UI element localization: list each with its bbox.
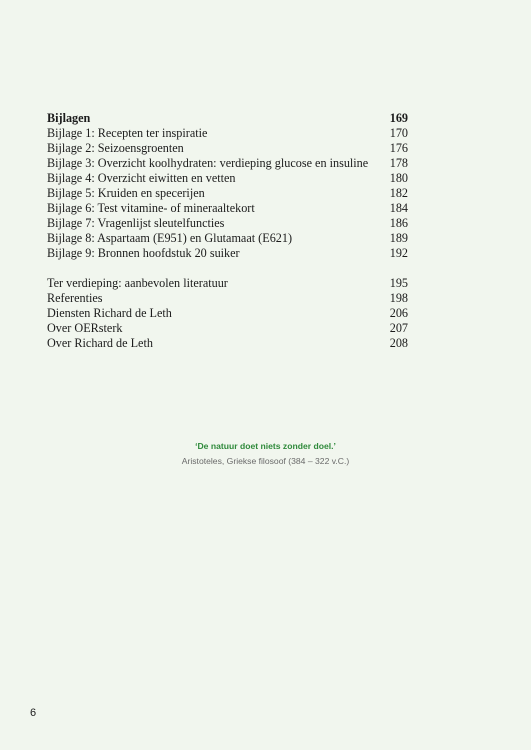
- toc-heading-row: [47, 111, 408, 126]
- toc-entry-page: 195: [389, 276, 408, 290]
- toc-entry: [47, 216, 408, 231]
- toc-entry-label: Bijlage 2: Seizoensgroenten: [47, 141, 184, 155]
- toc-entry: [47, 201, 408, 216]
- toc-entry-page: 186: [389, 216, 408, 230]
- toc-entry: [47, 336, 408, 351]
- toc-entry-label: Bijlage 8: Aspartaam (E951) en Glutamaat (E621): [47, 231, 293, 245]
- page-number: 6: [30, 707, 37, 719]
- toc-entry-label: Bijlage 1: Recepten ter inspiratie: [47, 126, 208, 140]
- toc-entry-page: 170: [389, 126, 408, 140]
- toc-entry-page: 178: [389, 156, 408, 170]
- toc-heading-label: Bijlagen: [47, 111, 91, 125]
- toc-entry-page: 207: [389, 321, 408, 335]
- toc-entry-label: Bijlage 4: Overzicht eiwitten en vetten: [47, 171, 236, 185]
- toc-entry-label: Diensten Richard de Leth: [47, 306, 172, 320]
- toc-entry: [47, 321, 408, 336]
- toc-entry-label: Bijlage 6: Test vitamine- of mineraaltekort: [47, 201, 255, 215]
- toc-entry-label: Bijlage 9: Bronnen hoofdstuk 20 suiker: [47, 246, 240, 260]
- toc-entry: [47, 246, 408, 261]
- toc-entry: [47, 126, 408, 141]
- toc-entry-page: 180: [389, 171, 408, 185]
- toc-entry-label: Bijlage 3: Overzicht koolhydraten: verdieping glucose en insuline: [47, 156, 369, 170]
- toc-entry-page: 198: [389, 291, 408, 305]
- toc-entry: [47, 141, 408, 156]
- toc-entry: [47, 156, 408, 171]
- toc-spacer: [47, 261, 408, 276]
- toc-entry: [47, 171, 408, 186]
- toc-entry-page: 189: [389, 231, 408, 245]
- toc-entry: [47, 276, 408, 291]
- toc-entry-label: Over Richard de Leth: [47, 336, 153, 350]
- table-of-contents: [47, 111, 408, 351]
- toc-entry-label: Bijlage 7: Vragenlijst sleutelfuncties: [47, 216, 225, 230]
- toc-entry-label: Ter verdieping: aanbevolen literatuur: [47, 276, 228, 290]
- toc-entry: [47, 231, 408, 246]
- toc-entry-page: 208: [389, 336, 408, 350]
- quote-text: ‘De natuur doet niets zonder doel.’: [195, 441, 336, 451]
- toc-entry-page: 182: [389, 186, 408, 200]
- toc-entry: [47, 291, 408, 306]
- quote-block: [0, 440, 531, 467]
- toc-entry-page: 192: [389, 246, 408, 260]
- quote-author: Aristoteles, Griekse filosoof (384 – 322 v.C.): [181, 456, 350, 466]
- toc-entry: [47, 306, 408, 321]
- toc-entry-page: 184: [389, 201, 408, 215]
- toc-entry-page: 206: [389, 306, 408, 320]
- toc-entry-label: Referenties: [47, 291, 103, 305]
- toc-heading-page: 169: [389, 111, 408, 125]
- toc-entry-label: Bijlage 5: Kruiden en specerijen: [47, 186, 205, 200]
- toc-entry-page: 176: [389, 141, 408, 155]
- toc-entry: [47, 186, 408, 201]
- toc-entry-label: Over OERsterk: [47, 321, 123, 335]
